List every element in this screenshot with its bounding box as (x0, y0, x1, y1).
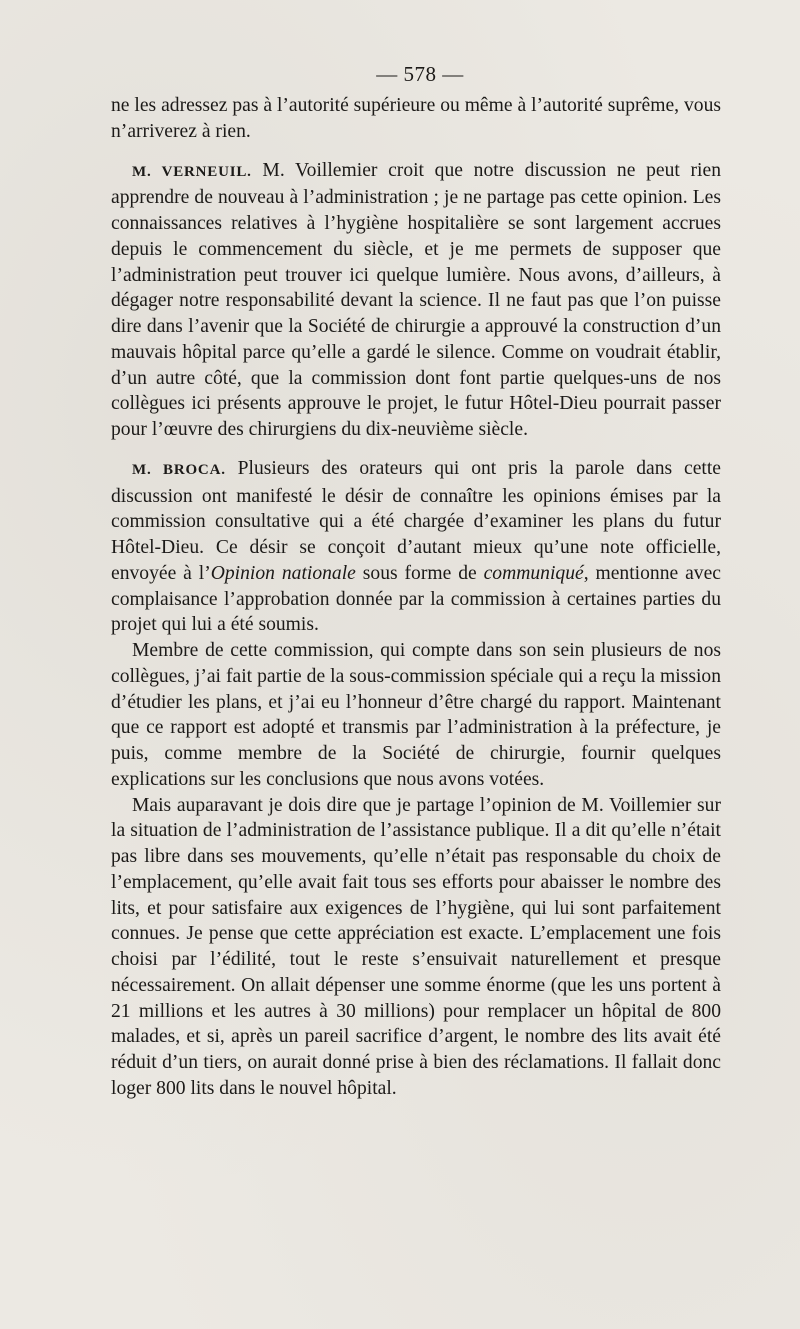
verneuil-text: M. Voillemier croit que notre discussion ne peut rien apprendre de nouveau à l’administration ; je ne partage pas cette opinion. Les connaissances relatives à l’hygiène hospitalière se sont largement accrues depuis le commencement du siècle, et je me permets de supposer que l’administration peut trouver ici quelque lumière. Nous avons, d’ailleurs, à dégager notre responsabilité devant la science. Il ne faut pas que l’on puisse dire dans l’avenir que la Société de chirurgie a approuvé la construction d’un mauvais hôpital parce qu’elle a gardé le silence. Comme on voudrait établir, d’un autre côté, que la commission dont font partie quelques-uns de nos collègues ici présents approuve le projet, le futur Hôtel-Dieu pourrait passer pour l’œuvre des chirurgiens du dix-neuvième siècle. (111, 159, 721, 440)
speaker-verneuil: M. VERNEUIL. (132, 163, 252, 180)
broca-text-b: sous forme de (355, 562, 484, 584)
newspaper-title: Opinion nationale (210, 562, 356, 584)
paragraph-auparavant: Mais auparavant je dois dire que je partage l’opinion de M. Voillemier sur la situation de l’administration de l’assistance publique. Il a dit qu’elle n’était pas libre dans ses mouvements, qu’elle n’était pas responsable du choix de l’emplacement, qu’elle avait fait tous ses efforts pour abaisser le nombre des lits, et pour satisfaire aux exigences de l’hygiène, qui lui sont parfaitement connues. Je pense que cette appréciation est exacte. L’emplacement une fois choisi par l’édilité, tout le reste s’ensuivait naturellement et presque nécessairement. On allait dépenser une somme énorme (que les uns portent à 21 millions et les autres à 30 millions) pour remplacer un hôpital de 800 malades, et si, après un pareil sacrifice d’argent, le nombre des lits avait été réduit d’un tiers, on aurait donné prise à bien des réclamations. Il fallait donc loger 800 lits dans le nouvel hôpital. (111, 794, 721, 1099)
body-text (111, 93, 721, 1102)
paragraph-1: ne les adressez pas à l’autorité supérieure ou même à l’autorité suprême, vous n’arriverez à rien. (111, 95, 721, 142)
paragraph-broca (111, 456, 721, 638)
page-number: — 578 — (376, 62, 464, 86)
paragraph-membre: Membre de cette commission, qui compte dans son sein plusieurs de nos collègues, j’ai fait partie de la sous-commission spéciale qui a reçu la mission d’étudier les plans, et j’ai eu l’honneur d’être chargé du rapport. Maintenant que ce rapport est adopté et transmis par l’administration à la préfecture, je puis, comme membre de la Société de chirurgie, fournir quelques explications sur les conclusions que nous avons votées. (111, 640, 721, 790)
communique-term: communiqué (483, 562, 584, 584)
broca-text-a: Plusieurs des orateurs qui ont pris la parole dans cette discussion ont manifesté le désir de connaître les opinions émises par la commission consultative qui a été chargée d’examiner les plans du futur Hôtel-Dieu. Ce désir se conçoit d’autant mieux qu’une note officielle, envoyée à l’ (111, 457, 721, 584)
speaker-broca: M. BROCA. (132, 461, 226, 478)
broca-text-c: , mentionne avec complaisance l’approbation donnée par la commission à certaines parties du projet qui lui a été soumis. (111, 562, 721, 636)
paragraph-verneuil (111, 158, 721, 443)
